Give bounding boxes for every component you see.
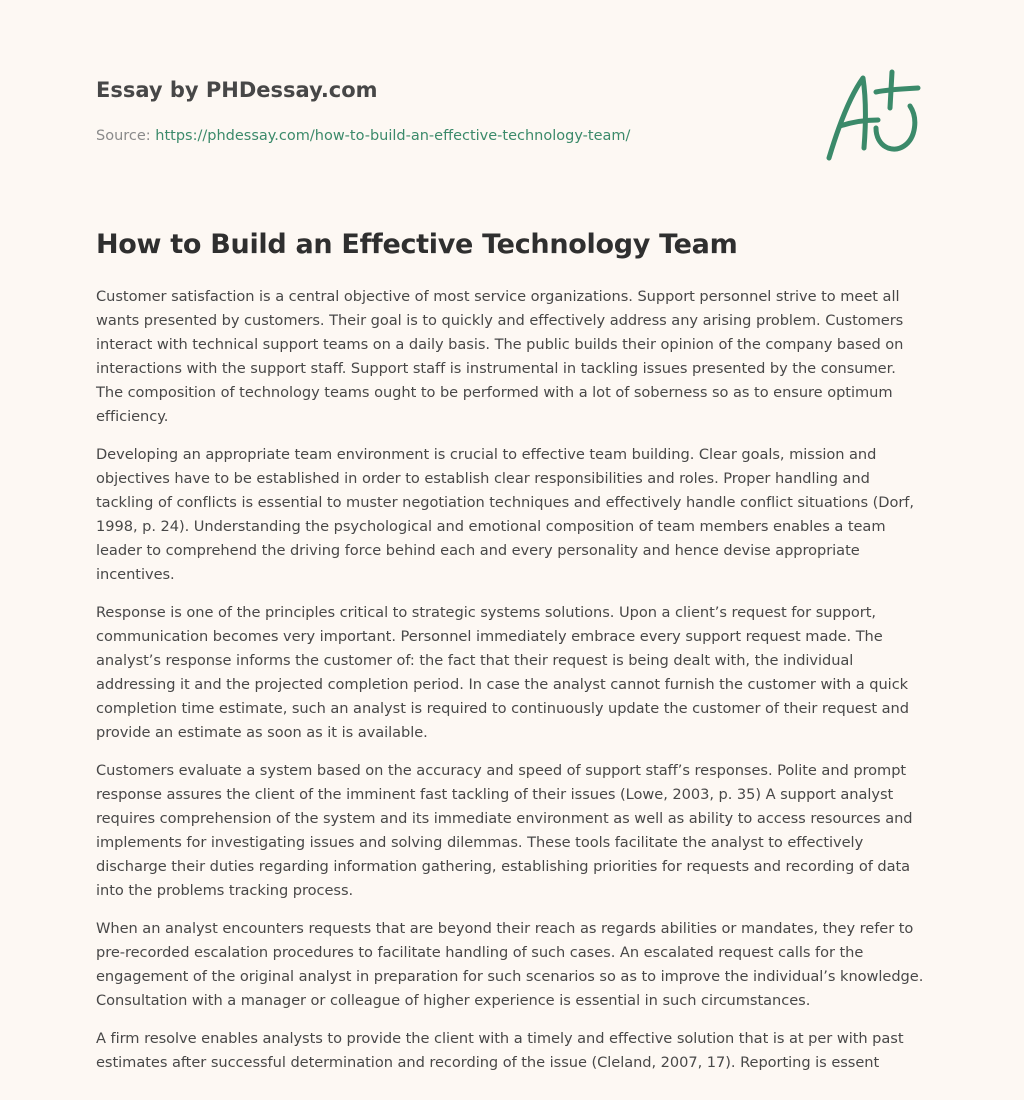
source-line	[96, 126, 796, 146]
site-header	[96, 76, 796, 146]
source-link[interactable]: https://phdessay.com/how-to-build-an-effective-technology-team/	[155, 128, 631, 144]
site-brand: Essay by PHDessay.com	[96, 78, 378, 102]
essay-paragraph: A firm resolve enables analysts to provide the client with a timely and effective solution that is at per with past estimates after successful determination and recording of the issue (Cleland, 2007, 17). Reporting is essent	[96, 1030, 904, 1071]
essay-paragraph: Developing an appropriate team environment is crucial to effective team building. Clear goals, mission and objectives have to be established in order to establish clear responsibilities and roles. Proper handling and tackling of conflicts is essential to muster negotiation techniques and effectively handle conflict situations (Dorf, 1998, p. 24). Understanding the psychological and emotional composition of team members enables a team leader to comprehend the driving force behind each and every personality and hence devise appropriate incentives.	[96, 446, 914, 583]
a-plus-logo-icon	[820, 68, 930, 168]
essay-paragraph: Response is one of the principles critical to strategic systems solutions. Upon a client’s request for support, communication becomes very important. Personnel immediately embrace every support request made. The analyst’s response informs the customer of: the fact that their request is being dealt with, the individual addressing it and the projected completion period. In case the analyst cannot furnish the customer with a quick completion time estimate, such an analyst is required to continuously update the customer of their request and provide an estimate as soon as it is available.	[96, 604, 909, 741]
essay-body	[96, 285, 926, 1089]
essay-paragraph: Customers evaluate a system based on the accuracy and speed of support staff’s responses. Polite and prompt response assures the client of the imminent fast tackling of their issues (Lowe, 2003, p. 35) A support analyst requires comprehension of the system and its immediate environment as well as ability to access resources and implements for investigating issues and solving dilemmas. These tools facilitate the analyst to effectively discharge their duties regarding information gathering, establishing priorities for requests and recording of data into the problems tracking process.	[96, 762, 913, 899]
essay-paragraph: Customer satisfaction is a central objective of most service organizations. Support personnel strive to meet all wants presented by customers. Their goal is to quickly and effectively address any arising problem. Customers interact with technical support teams on a daily basis. The public builds their opinion of the company based on interactions with the support staff. Support staff is instrumental in tackling issues presented by the consumer. The composition of technology teams ought to be performed with a lot of soberness so as to ensure optimum efficiency.	[96, 288, 904, 425]
essay-title: How to Build an Effective Technology Team	[96, 229, 738, 260]
essay-paragraph: When an analyst encounters requests that are beyond their reach as regards abilities or mandates, they refer to pre-recorded escalation procedures to facilitate handling of such cases. An escalated request calls for the engagement of the original analyst in preparation for such scenarios so as to improve the individual’s knowledge. Consultation with a manager or colleague of higher experience is essential in such circumstances.	[96, 920, 924, 1009]
source-label: Source:	[96, 128, 156, 144]
